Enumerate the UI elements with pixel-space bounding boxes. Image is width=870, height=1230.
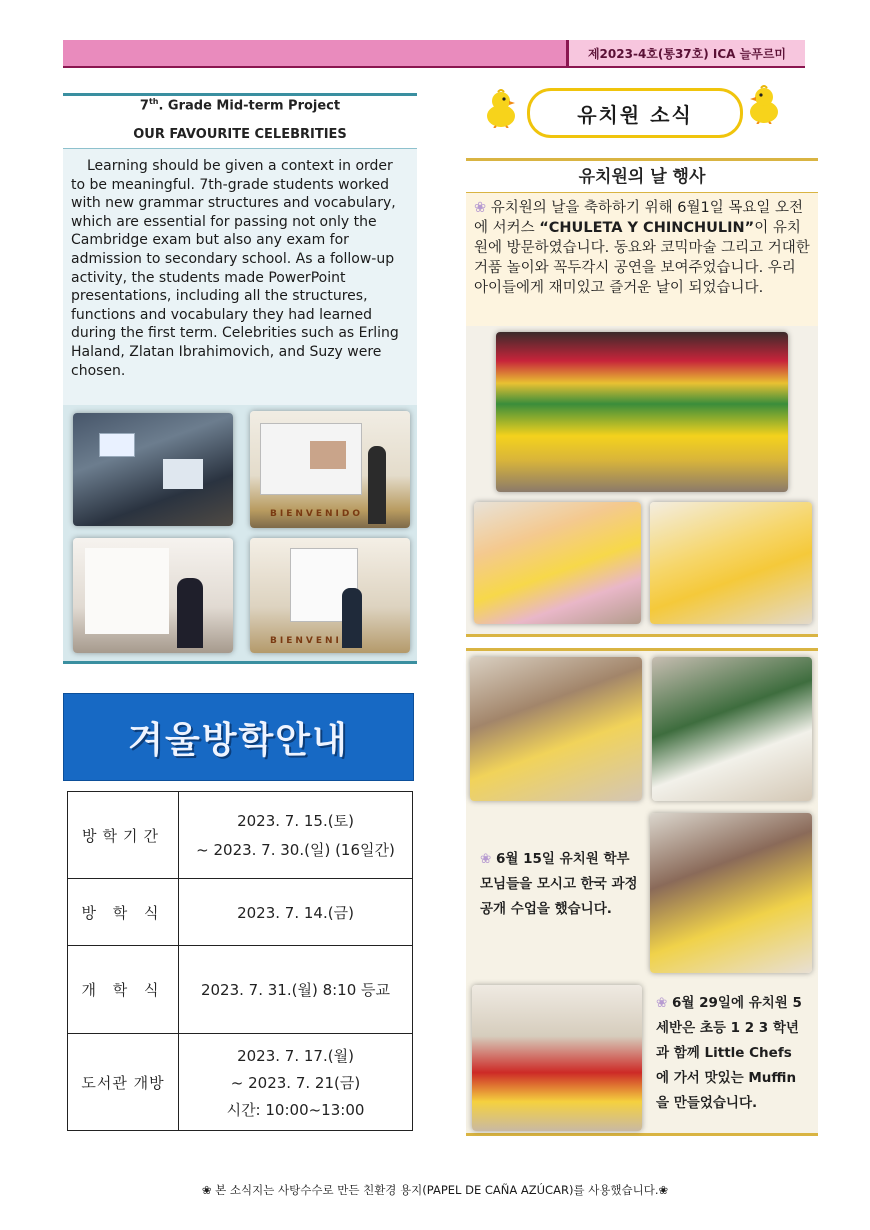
kids-table-photo	[650, 502, 812, 624]
thank-you-slide-photo: BIENVENI	[250, 538, 410, 653]
open-class-photo	[650, 813, 812, 973]
project-text-panel	[63, 148, 417, 405]
footer-note: ❀ 본 소식지는 사탕수수로 만든 친환경 용지(PAPEL DE CAÑA AZÚCAR)를 사용했습니다.❀	[201, 1183, 669, 1197]
kinder-news-title: 유치원 소식	[577, 102, 693, 127]
schedule-value: 2023. 7. 31.(월) 8:10 등교	[179, 946, 413, 1034]
kinder-day-text: ❀ 유치원의 날을 축하하기 위해 6월1일 목요일 오전에 서커스 “CHULETA Y CHINCHULIN”이 유치원에 방문하였습니다. 동요와 코믹마술 그리고 거대한 거품 놀이와 꼭두각시 공연을 보여주었습니다. 우리 아이들에게 재미있고 즐거운 날이 되었습니다.	[474, 200, 810, 296]
schedule-label: 방학기간	[68, 792, 179, 879]
chick-icon	[484, 88, 518, 128]
little-chefs-text: ❀ 6월 29일에 유치원 5세반은 초등 1 2 3 학년과 함께 Little Chefs 에 가서 맛있는 Muffin을 만들었습니다.	[656, 995, 802, 1111]
schedule-label: 방 학 식	[68, 879, 179, 946]
project-subtitle: OUR FAVOURITE CELEBRITIES	[133, 127, 347, 142]
winter-vacation-title: 겨울방학안내	[128, 719, 349, 761]
chick-icon	[747, 84, 781, 124]
table-row	[68, 879, 413, 946]
winter-vacation-banner	[63, 693, 414, 781]
schedule-value: 2023. 7. 17.(월) ~ 2023. 7. 21(금) 시간: 10:00~13:00	[179, 1034, 413, 1131]
schedule-label: 도서관 개방	[68, 1034, 179, 1131]
little-chefs-photo	[472, 985, 642, 1131]
schedule-value: 2023. 7. 15.(토) ~ 2023. 7. 30.(일) (16일간)	[179, 792, 413, 879]
flower-icon: ❀	[474, 200, 487, 216]
kinder-day-section	[466, 158, 818, 634]
issue-label: 제2023-4호(통37호) ICA 늘푸르미	[566, 40, 805, 66]
vacation-schedule-table	[67, 791, 413, 1131]
kids-snack-photo	[474, 502, 641, 624]
classroom-photo	[73, 413, 233, 526]
section-top-rule	[466, 158, 818, 161]
kinder-events-panel	[466, 651, 818, 1136]
project-body-text: Learning should be given a context in order to be meaningful. 7th-grade students worked with new grammar structures and vocabulary, which are essential for passing not only the Cambridge exam but also any exam for admission to secondary school. As a follow-up activity, the students made PowerPoint presentations, including all the structures, functions and vocabulary they had learned during the first term. Celebrities such as Erling Haland, Zlatan Ibrahimovich, and Suzy were chosen.	[71, 158, 399, 379]
presentation-photo: BIENVENIDO	[250, 411, 410, 528]
parent-child-cooking-photo	[652, 657, 812, 801]
student-presenting-photo	[73, 538, 233, 653]
flower-icon: ❀	[480, 851, 492, 867]
header-bar	[63, 40, 805, 68]
table-row	[68, 1034, 413, 1131]
flower-icon: ❀	[656, 995, 668, 1011]
article-top-rule	[63, 93, 417, 96]
project-photo-grid	[63, 405, 417, 664]
project-title: 7th. Grade Mid-term Project	[139, 97, 341, 114]
open-class-text: ❀ 6월 15일 유치원 학부모님들을 모시고 한국 과정 공개 수업을 했습니다.	[480, 851, 638, 917]
kinder-day-photos	[466, 326, 818, 637]
schedule-label: 개 학 식	[68, 946, 179, 1034]
circus-show-photo	[496, 332, 788, 492]
parents-class-photo	[470, 657, 642, 801]
schedule-value: 2023. 7. 14.(금)	[179, 879, 413, 946]
kinder-news-badge	[527, 88, 743, 138]
project-article	[63, 93, 417, 661]
kinder-events-section	[466, 648, 818, 1136]
table-row	[68, 792, 413, 879]
kinder-day-title: 유치원의 날 행사	[578, 167, 706, 187]
table-row	[68, 946, 413, 1034]
